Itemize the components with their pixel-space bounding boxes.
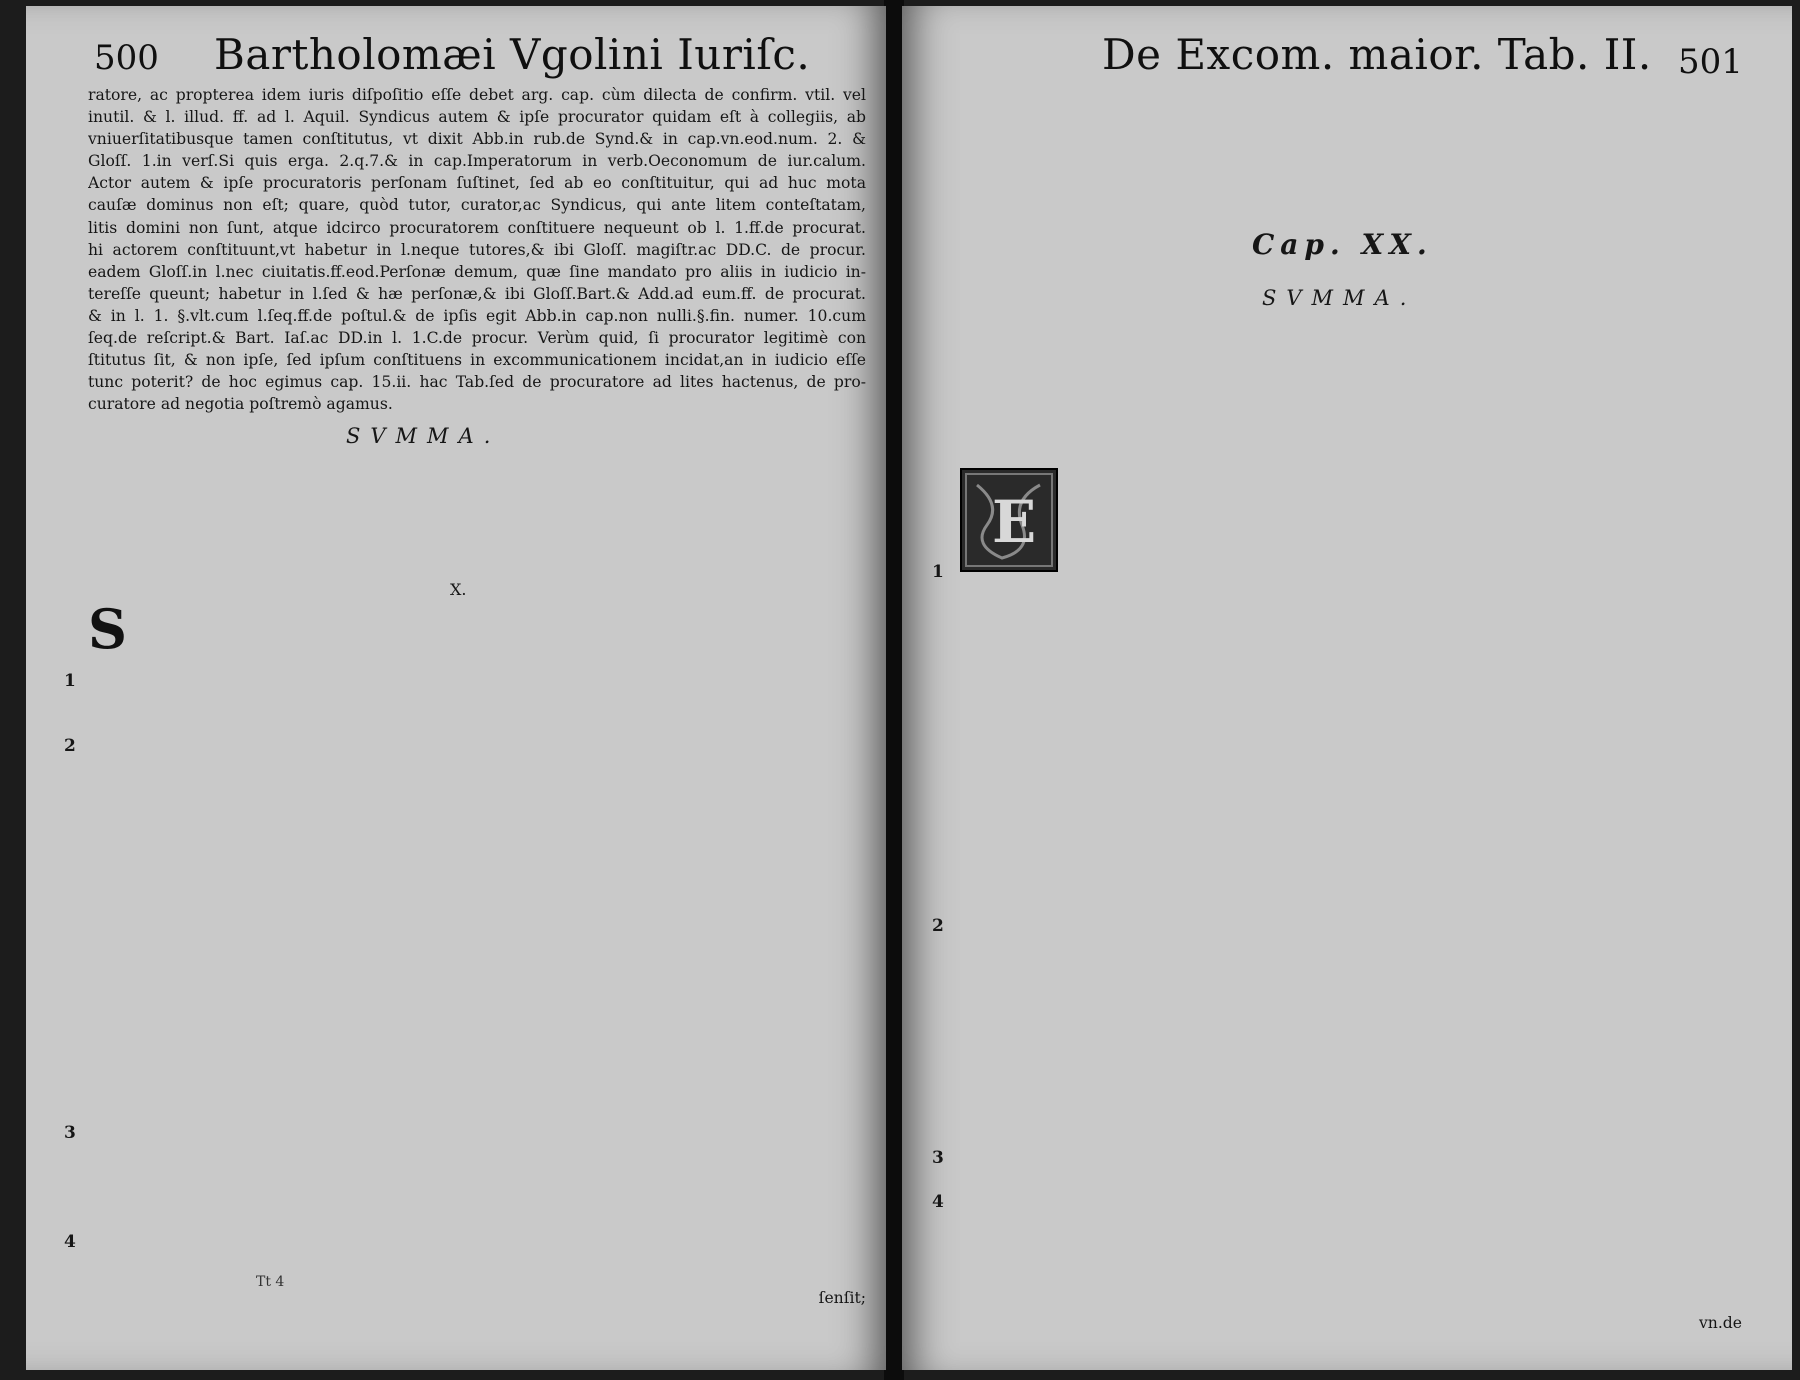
summa-heading: SVMMA. [346, 424, 501, 448]
chapter-number: Cap. XX. [1252, 228, 1433, 261]
margin-number: 3 [932, 1148, 944, 1168]
text-line: cauſæ dominus non eſt; quare, quòd tutor, curator,ac Syndicus, qui ante litem conteſtatam, [88, 196, 866, 215]
text-line: Gloſſ. 1.in verſ.Si quis erga. 2.q.7.& in cap.Imperatorum in verb.Oeconomum de iur.calum. [88, 152, 866, 171]
text-line: ſtitutus ſit, & non ipſe, ſed ipſum conſtituens in excommunicationem incidat,an in iudicio eſſe [88, 351, 866, 370]
text-line: tunc poterit? de hoc egimus cap. 15.ii. hac Tab.ſed de procuratore ad lites hactenus, de pro- [88, 373, 866, 392]
text-line: & in l. 1. §.vlt.cum l.ſeq.ff.de poſtul.& de ipſis egit Abb.in cap.non nulli.§.fin. numer. 10.cum [88, 306, 866, 325]
text-line: ſeq.de reſcript.& Bart. Iaſ.ac DD.in l. 1.C.de procur. Verùm quid, ſi procurator legitimè con [88, 329, 866, 348]
decorated-initial-E [960, 468, 1058, 572]
book-gutter [884, 0, 904, 1380]
text-line: vniuerſitatibusque tamen conſtitutus, vt dixit Abb.in rub.de Synd.& in cap.vn.eod.num. 2. & [88, 130, 866, 149]
section-mark: X. [450, 580, 467, 599]
paragraph-continuation [88, 84, 866, 415]
page-number: 501 [1678, 42, 1743, 82]
initial-letter-S: S [88, 597, 127, 661]
margin-number: 4 [64, 1232, 76, 1252]
text-line: inutil. & l. illud. ff. ad l. Aquil. Syndicus autem & ipſe procurator quidam eſt à collegiis, ab [88, 108, 866, 127]
margin-number: 4 [932, 1192, 944, 1212]
catchword: vn.de [1698, 1314, 1742, 1332]
text-line: ratore, ac propterea idem iuris diſpoſitio eſſe debet arg. cap. cùm dilecta de confirm. vtil. vel [88, 86, 866, 104]
text-line: hi actorem conſtituunt,vt habetur in l.neque tutores,& ibi Gloſſ. magiſtr.ac DD.C. de procur. [88, 240, 866, 259]
margin-number: 2 [932, 916, 944, 936]
catchword: ſenſit; [818, 1289, 866, 1307]
svg-text:E: E [992, 488, 1037, 556]
text-line: curatore ad negotia poſtremò agamus. [88, 395, 393, 414]
text-line: eadem Gloſſ.in l.nec ciuitatis.ff.eod.Perſonæ demum, quæ ſine mandato pro aliis in iudicio in- [88, 262, 866, 281]
left-page [26, 6, 886, 1370]
summa-heading: SVMMA. [1262, 286, 1417, 310]
text-line: litis domini non ſunt, atque idcirco procuratorem conſtituere nequeunt ob l. 1.ff.de procurat. [88, 218, 866, 237]
margin-number: 2 [64, 736, 76, 756]
running-header: De Excom. maior. Tab. II. [1102, 30, 1652, 79]
margin-number: 1 [932, 562, 944, 582]
margin-number: 1 [64, 671, 76, 691]
page-number: 500 [94, 38, 159, 78]
text-line: tereſſe queunt; habetur in l.ſed & hæ perſonæ,& ibi Gloſſ.Bart.& Add.ad eum.ff. de procurat. [88, 284, 866, 303]
margin-number: 3 [64, 1123, 76, 1143]
running-header: Bartholomæi Vgolini Iuriſc. [214, 30, 811, 79]
text-line: Actor autem & ipſe procuratoris perſonam ſuſtinet, ſed ab eo conſtituitur, qui ad huc mota [88, 174, 866, 193]
signature-mark: Tt 4 [256, 1274, 285, 1290]
right-page [902, 6, 1792, 1370]
